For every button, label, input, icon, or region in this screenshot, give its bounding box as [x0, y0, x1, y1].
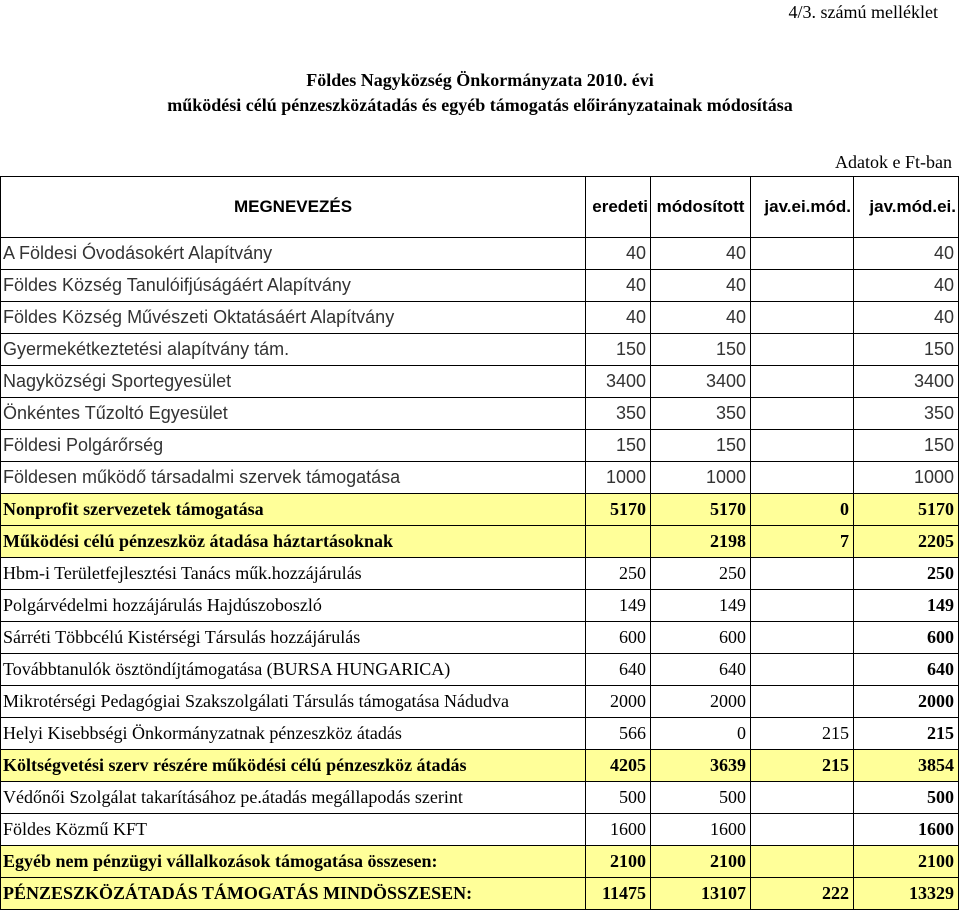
table-row: [1, 398, 959, 430]
row-jav-mod-ei-cell: 1000: [854, 462, 959, 494]
row-name-cell: Hbm-i Területfejlesztési Tanács műk.hozzájárulás: [1, 558, 586, 590]
column-header-modositott: módosított: [651, 177, 751, 238]
column-header-jav-ei-mod: jav.ei.mód.: [751, 177, 854, 238]
row-modositott-cell: 2100: [651, 846, 751, 878]
row-jav-mod-ei-cell: 150: [854, 430, 959, 462]
row-jav-mod-ei-cell: 1600: [854, 814, 959, 846]
table-header-row: [1, 177, 959, 238]
row-jav-mod-ei-cell: 150: [854, 334, 959, 366]
row-name-cell: Mikrotérségi Pedagógiai Szakszolgálati Társulás támogatása Nádudva: [1, 686, 586, 718]
row-jav-ei-mod-cell: [751, 302, 854, 334]
row-jav-ei-mod-cell: 215: [751, 750, 854, 782]
table-row: [1, 558, 959, 590]
row-jav-ei-mod-cell: [751, 686, 854, 718]
table-row: [1, 462, 959, 494]
table-row: [1, 334, 959, 366]
row-jav-mod-ei-cell: 13329: [854, 878, 959, 910]
row-modositott-cell: 40: [651, 270, 751, 302]
row-jav-ei-mod-cell: 222: [751, 878, 854, 910]
row-jav-mod-ei-cell: 2205: [854, 526, 959, 558]
row-jav-mod-ei-cell: 600: [854, 622, 959, 654]
row-eredeti-cell: 40: [586, 238, 651, 270]
row-jav-ei-mod-cell: [751, 462, 854, 494]
row-eredeti-cell: 40: [586, 302, 651, 334]
table-row: [1, 718, 959, 750]
row-eredeti-cell: 3400: [586, 366, 651, 398]
row-modositott-cell: 600: [651, 622, 751, 654]
row-eredeti-cell: 566: [586, 718, 651, 750]
row-name-cell: A Földesi Óvodásokért Alapítvány: [1, 238, 586, 270]
row-name-cell: Földesen működő társadalmi szervek támogatása: [1, 462, 586, 494]
table-row: [1, 686, 959, 718]
table-body: [1, 238, 959, 910]
row-modositott-cell: 1600: [651, 814, 751, 846]
table-row: [1, 526, 959, 558]
table-row: [1, 814, 959, 846]
column-header-eredeti: eredeti: [586, 177, 651, 238]
row-eredeti-cell: 150: [586, 430, 651, 462]
row-jav-ei-mod-cell: [751, 814, 854, 846]
row-name-cell: Védőnői Szolgálat takarításához pe.átadás megállapodás szerint: [1, 782, 586, 814]
row-jav-mod-ei-cell: 40: [854, 302, 959, 334]
table-row: [1, 622, 959, 654]
row-eredeti-cell: 149: [586, 590, 651, 622]
row-jav-mod-ei-cell: 149: [854, 590, 959, 622]
row-eredeti-cell: 600: [586, 622, 651, 654]
row-jav-ei-mod-cell: [751, 366, 854, 398]
row-modositott-cell: 0: [651, 718, 751, 750]
row-modositott-cell: 500: [651, 782, 751, 814]
row-modositott-cell: 3639: [651, 750, 751, 782]
row-modositott-cell: 250: [651, 558, 751, 590]
table-row: [1, 846, 959, 878]
budget-table: [0, 176, 959, 910]
row-jav-ei-mod-cell: [751, 238, 854, 270]
row-jav-mod-ei-cell: 350: [854, 398, 959, 430]
row-modositott-cell: 40: [651, 238, 751, 270]
row-modositott-cell: 3400: [651, 366, 751, 398]
row-jav-mod-ei-cell: 2100: [854, 846, 959, 878]
row-name-cell: Nagyközségi Sportegyesület: [1, 366, 586, 398]
row-jav-ei-mod-cell: [751, 398, 854, 430]
row-jav-mod-ei-cell: 215: [854, 718, 959, 750]
table-row: [1, 750, 959, 782]
row-name-cell: Önkéntes Tűzoltó Egyesület: [1, 398, 586, 430]
page-title: Földes Nagyközség Önkormányzata 2010. évi: [306, 70, 654, 90]
row-modositott-cell: 13107: [651, 878, 751, 910]
table-row: [1, 878, 959, 910]
row-name-cell: Polgárvédelmi hozzájárulás Hajdúszoboszló: [1, 590, 586, 622]
row-jav-ei-mod-cell: [751, 622, 854, 654]
row-eredeti-cell: 2000: [586, 686, 651, 718]
table-row: [1, 366, 959, 398]
row-eredeti-cell: 150: [586, 334, 651, 366]
row-eredeti-cell: 5170: [586, 494, 651, 526]
row-modositott-cell: 5170: [651, 494, 751, 526]
page-subtitle: működési célú pénzeszközátadás és egyéb támogatás előirányzatainak módosítása: [167, 95, 793, 115]
row-name-cell: Földes Község Tanulóifjúságáért Alapítvány: [1, 270, 586, 302]
table-row: [1, 654, 959, 686]
row-jav-ei-mod-cell: 0: [751, 494, 854, 526]
row-jav-ei-mod-cell: [751, 334, 854, 366]
table-row: [1, 430, 959, 462]
row-eredeti-cell: [586, 526, 651, 558]
row-jav-ei-mod-cell: [751, 846, 854, 878]
row-eredeti-cell: 500: [586, 782, 651, 814]
row-jav-mod-ei-cell: 40: [854, 270, 959, 302]
row-modositott-cell: 640: [651, 654, 751, 686]
row-jav-ei-mod-cell: 7: [751, 526, 854, 558]
row-name-cell: Földes Község Művészeti Oktatásáért Alapítvány: [1, 302, 586, 334]
row-jav-ei-mod-cell: [751, 590, 854, 622]
row-modositott-cell: 2198: [651, 526, 751, 558]
row-name-cell: Nonprofit szervezetek támogatása: [1, 494, 586, 526]
table-row: [1, 302, 959, 334]
row-eredeti-cell: 11475: [586, 878, 651, 910]
unit-note: Adatok e Ft-ban: [835, 152, 952, 172]
row-jav-ei-mod-cell: [751, 270, 854, 302]
row-eredeti-cell: 350: [586, 398, 651, 430]
row-name-cell: Költségvetési szerv részére működési célú pénzeszköz átadás: [1, 750, 586, 782]
row-modositott-cell: 1000: [651, 462, 751, 494]
row-eredeti-cell: 40: [586, 270, 651, 302]
row-name-cell: Továbbtanulók ösztöndíjtámogatása (BURSA HUNGARICA): [1, 654, 586, 686]
row-jav-mod-ei-cell: 5170: [854, 494, 959, 526]
row-jav-mod-ei-cell: 3400: [854, 366, 959, 398]
annex-label: 4/3. számú melléklet: [788, 2, 938, 22]
row-jav-mod-ei-cell: 250: [854, 558, 959, 590]
row-modositott-cell: 149: [651, 590, 751, 622]
row-name-cell: Földes Közmű KFT: [1, 814, 586, 846]
row-name-cell: Sárréti Többcélú Kistérségi Társulás hozzájárulás: [1, 622, 586, 654]
row-modositott-cell: 2000: [651, 686, 751, 718]
row-name-cell: Működési célú pénzeszköz átadása háztartásoknak: [1, 526, 586, 558]
table-row: [1, 494, 959, 526]
row-modositott-cell: 350: [651, 398, 751, 430]
row-jav-ei-mod-cell: [751, 430, 854, 462]
row-modositott-cell: 150: [651, 430, 751, 462]
row-eredeti-cell: 1000: [586, 462, 651, 494]
row-name-cell: Földesi Polgárőrség: [1, 430, 586, 462]
row-jav-mod-ei-cell: 2000: [854, 686, 959, 718]
row-jav-mod-ei-cell: 640: [854, 654, 959, 686]
row-eredeti-cell: 250: [586, 558, 651, 590]
row-jav-ei-mod-cell: [751, 654, 854, 686]
row-name-cell: Gyermekétkeztetési alapítvány tám.: [1, 334, 586, 366]
table-row: [1, 590, 959, 622]
row-jav-ei-mod-cell: [751, 558, 854, 590]
table-row: [1, 238, 959, 270]
row-modositott-cell: 150: [651, 334, 751, 366]
row-jav-mod-ei-cell: 3854: [854, 750, 959, 782]
row-jav-ei-mod-cell: [751, 782, 854, 814]
row-modositott-cell: 40: [651, 302, 751, 334]
row-eredeti-cell: 4205: [586, 750, 651, 782]
table-row: [1, 782, 959, 814]
column-header-name: MEGNEVEZÉS: [1, 177, 586, 238]
row-name-cell: Helyi Kisebbségi Önkormányzatnak pénzeszköz átadás: [1, 718, 586, 750]
row-name-cell: PÉNZESZKÖZÁTADÁS TÁMOGATÁS MINDÖSSZESEN:: [1, 878, 586, 910]
row-eredeti-cell: 640: [586, 654, 651, 686]
row-jav-ei-mod-cell: 215: [751, 718, 854, 750]
row-eredeti-cell: 2100: [586, 846, 651, 878]
column-header-jav-mod-ei: jav.mód.ei.: [854, 177, 959, 238]
row-jav-mod-ei-cell: 40: [854, 238, 959, 270]
table-row: [1, 270, 959, 302]
row-eredeti-cell: 1600: [586, 814, 651, 846]
row-jav-mod-ei-cell: 500: [854, 782, 959, 814]
row-name-cell: Egyéb nem pénzügyi vállalkozások támogatása összesen:: [1, 846, 586, 878]
